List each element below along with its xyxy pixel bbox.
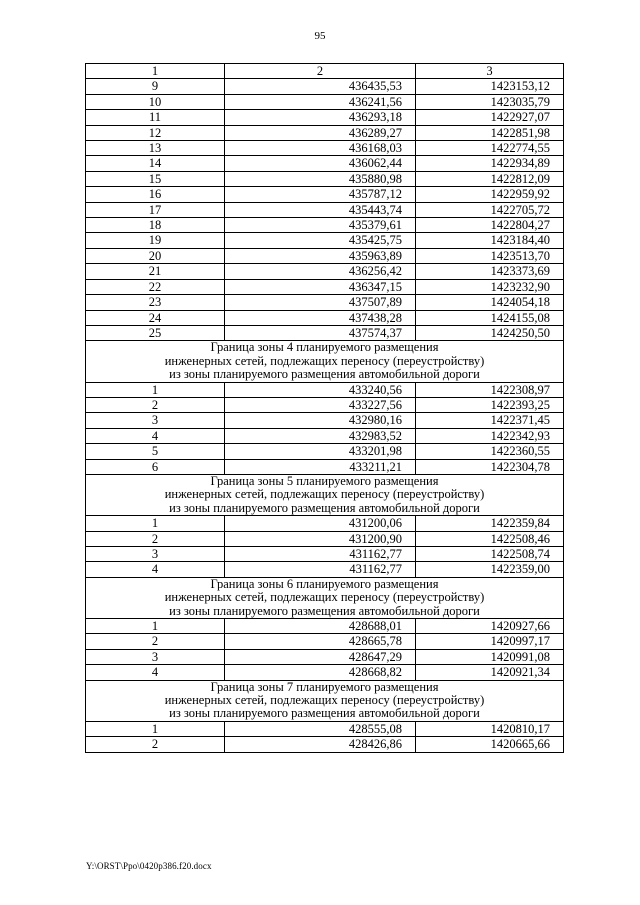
table-row — [86, 444, 564, 459]
point-number-cell: 15 — [86, 171, 225, 186]
table-row — [86, 171, 564, 186]
table-row — [86, 413, 564, 428]
point-number-cell: 21 — [86, 264, 225, 279]
point-number-cell: 19 — [86, 233, 225, 248]
y-coordinate-cell: 1420810,17 — [416, 721, 564, 736]
y-coordinate-cell: 1423153,12 — [416, 79, 564, 94]
point-number-cell: 14 — [86, 156, 225, 171]
x-coordinate-cell: 436435,53 — [225, 79, 416, 94]
zone-title-line: из зоны планируемого размещения автомобильной дороги — [169, 367, 480, 382]
y-coordinate-cell: 1422851,98 — [416, 125, 564, 140]
point-number-cell: 5 — [86, 444, 225, 459]
zone-title-row — [86, 341, 564, 382]
table-row — [86, 141, 564, 156]
point-number-cell: 9 — [86, 79, 225, 94]
zone-title-line: из зоны планируемого размещения автомобильной дороги — [169, 706, 480, 721]
table-row — [86, 94, 564, 109]
point-number-cell: 24 — [86, 310, 225, 325]
zone-title-line: Граница зоны 7 планируемого размещения — [210, 679, 439, 694]
table-row — [86, 397, 564, 412]
point-number-cell: 4 — [86, 665, 225, 680]
x-coordinate-cell: 435379,61 — [225, 218, 416, 233]
coordinates-table-body — [86, 64, 564, 753]
x-coordinate-cell: 433211,21 — [225, 459, 416, 474]
y-coordinate-cell: 1422705,72 — [416, 202, 564, 217]
x-coordinate-cell: 435880,98 — [225, 171, 416, 186]
point-number-cell: 2 — [86, 531, 225, 546]
zone-title-line: инженерных сетей, подлежащих переносу (переустройству) — [164, 487, 485, 502]
point-number-cell: 25 — [86, 325, 225, 340]
file-path-footer: Y:\ORST\Ppo\0420p386.f20.docx — [86, 861, 212, 871]
y-coordinate-cell: 1424054,18 — [416, 295, 564, 310]
y-coordinate-cell: 1424250,50 — [416, 325, 564, 340]
zone-title-line: инженерных сетей, подлежащих переносу (переустройству) — [164, 590, 485, 605]
y-coordinate-cell: 1422371,45 — [416, 413, 564, 428]
zone-title — [86, 341, 564, 382]
table-row — [86, 295, 564, 310]
table-row — [86, 187, 564, 202]
zone-title — [86, 474, 564, 515]
table-row — [86, 619, 564, 634]
table-row — [86, 547, 564, 562]
x-coordinate-cell: 436241,56 — [225, 94, 416, 109]
x-coordinate-cell: 436062,44 — [225, 156, 416, 171]
y-coordinate-cell: 1424155,08 — [416, 310, 564, 325]
point-number-cell: 4 — [86, 428, 225, 443]
y-coordinate-cell: 1422774,55 — [416, 141, 564, 156]
zone-title-line: Граница зоны 6 планируемого размещения — [210, 576, 439, 591]
x-coordinate-cell: 431162,77 — [225, 547, 416, 562]
x-coordinate-cell: 433240,56 — [225, 382, 416, 397]
table-row — [86, 516, 564, 531]
table-row — [86, 279, 564, 294]
point-number-cell: 11 — [86, 110, 225, 125]
y-coordinate-cell: 1422804,27 — [416, 218, 564, 233]
point-number-cell: 10 — [86, 94, 225, 109]
x-coordinate-cell: 432983,52 — [225, 428, 416, 443]
y-coordinate-cell: 1420927,66 — [416, 619, 564, 634]
y-coordinate-cell: 1422393,25 — [416, 397, 564, 412]
y-coordinate-cell: 1422508,74 — [416, 547, 564, 562]
point-number-cell: 1 — [86, 619, 225, 634]
table-row — [86, 721, 564, 736]
x-coordinate-cell: 428665,78 — [225, 634, 416, 649]
x-coordinate-cell: 436347,15 — [225, 279, 416, 294]
y-coordinate-cell: 1423184,40 — [416, 233, 564, 248]
x-coordinate-cell: 437574,37 — [225, 325, 416, 340]
point-number-cell: 2 — [86, 634, 225, 649]
y-coordinate-cell: 1422359,84 — [416, 516, 564, 531]
x-coordinate-cell: 432980,16 — [225, 413, 416, 428]
table-row — [86, 233, 564, 248]
zone-title-row — [86, 577, 564, 618]
x-coordinate-cell: 435425,75 — [225, 233, 416, 248]
table-row — [86, 156, 564, 171]
y-coordinate-cell: 1423232,90 — [416, 279, 564, 294]
y-coordinate-cell: 1423035,79 — [416, 94, 564, 109]
x-coordinate-cell: 435963,89 — [225, 248, 416, 263]
x-coordinate-cell: 428647,29 — [225, 649, 416, 664]
table-row — [86, 79, 564, 94]
table-row — [86, 218, 564, 233]
y-coordinate-cell: 1420997,17 — [416, 634, 564, 649]
point-number-cell: 2 — [86, 737, 225, 752]
y-coordinate-cell: 1420991,08 — [416, 649, 564, 664]
zone-title-line: Граница зоны 5 планируемого размещения — [210, 473, 439, 488]
zone-title-line: из зоны планируемого размещения автомобильной дороги — [169, 500, 480, 515]
x-coordinate-cell: 435443,74 — [225, 202, 416, 217]
zone-title-line: из зоны планируемого размещения автомобильной дороги — [169, 603, 480, 618]
x-coordinate-cell: 435787,12 — [225, 187, 416, 202]
point-number-cell: 17 — [86, 202, 225, 217]
x-coordinate-cell: 428555,08 — [225, 721, 416, 736]
column-header-3: 3 — [416, 64, 564, 79]
x-coordinate-cell: 436289,27 — [225, 125, 416, 140]
zone-title — [86, 680, 564, 721]
y-coordinate-cell: 1422360,55 — [416, 444, 564, 459]
table-row — [86, 459, 564, 474]
point-number-cell: 16 — [86, 187, 225, 202]
point-number-cell: 3 — [86, 413, 225, 428]
point-number-cell: 12 — [86, 125, 225, 140]
point-number-cell: 3 — [86, 649, 225, 664]
y-coordinate-cell: 1422508,46 — [416, 531, 564, 546]
zone-title — [86, 577, 564, 618]
table-row — [86, 325, 564, 340]
y-coordinate-cell: 1422934,89 — [416, 156, 564, 171]
x-coordinate-cell: 428668,82 — [225, 665, 416, 680]
point-number-cell: 2 — [86, 397, 225, 412]
zone-title-line: Граница зоны 4 планируемого размещения — [210, 340, 439, 355]
page-number: 95 — [314, 30, 326, 42]
y-coordinate-cell: 1423373,69 — [416, 264, 564, 279]
point-number-cell: 23 — [86, 295, 225, 310]
x-coordinate-cell: 436168,03 — [225, 141, 416, 156]
x-coordinate-cell: 436293,18 — [225, 110, 416, 125]
y-coordinate-cell: 1422308,97 — [416, 382, 564, 397]
point-number-cell: 22 — [86, 279, 225, 294]
y-coordinate-cell: 1423513,70 — [416, 248, 564, 263]
x-coordinate-cell: 436256,42 — [225, 264, 416, 279]
y-coordinate-cell: 1422812,09 — [416, 171, 564, 186]
x-coordinate-cell: 437507,89 — [225, 295, 416, 310]
coordinates-table — [85, 63, 564, 753]
table-row — [86, 248, 564, 263]
zone-title-line: инженерных сетей, подлежащих переносу (переустройству) — [164, 353, 485, 368]
zone-title-row — [86, 474, 564, 515]
table-row — [86, 562, 564, 577]
zone-title-line: инженерных сетей, подлежащих переносу (переустройству) — [164, 693, 485, 708]
point-number-cell: 6 — [86, 459, 225, 474]
point-number-cell: 18 — [86, 218, 225, 233]
point-number-cell: 1 — [86, 382, 225, 397]
y-coordinate-cell: 1422927,07 — [416, 110, 564, 125]
x-coordinate-cell: 433227,56 — [225, 397, 416, 412]
y-coordinate-cell: 1420921,34 — [416, 665, 564, 680]
table-row — [86, 665, 564, 680]
x-coordinate-cell: 431162,77 — [225, 562, 416, 577]
point-number-cell: 13 — [86, 141, 225, 156]
x-coordinate-cell: 433201,98 — [225, 444, 416, 459]
table-row — [86, 110, 564, 125]
point-number-cell: 1 — [86, 516, 225, 531]
x-coordinate-cell: 428688,01 — [225, 619, 416, 634]
table-row — [86, 382, 564, 397]
y-coordinate-cell: 1422359,00 — [416, 562, 564, 577]
y-coordinate-cell: 1422304,78 — [416, 459, 564, 474]
point-number-cell: 4 — [86, 562, 225, 577]
y-coordinate-cell: 1420665,66 — [416, 737, 564, 752]
table-row — [86, 202, 564, 217]
table-row — [86, 125, 564, 140]
table-row — [86, 264, 564, 279]
table-row — [86, 310, 564, 325]
column-header-2: 2 — [225, 64, 416, 79]
table-row — [86, 531, 564, 546]
x-coordinate-cell: 428426,86 — [225, 737, 416, 752]
table-row — [86, 428, 564, 443]
point-number-cell: 3 — [86, 547, 225, 562]
table-row — [86, 737, 564, 752]
table-header-row — [86, 64, 564, 79]
column-header-1: 1 — [86, 64, 225, 79]
point-number-cell: 20 — [86, 248, 225, 263]
x-coordinate-cell: 431200,06 — [225, 516, 416, 531]
zone-title-row — [86, 680, 564, 721]
x-coordinate-cell: 431200,90 — [225, 531, 416, 546]
table-row — [86, 634, 564, 649]
y-coordinate-cell: 1422342,93 — [416, 428, 564, 443]
y-coordinate-cell: 1422959,92 — [416, 187, 564, 202]
x-coordinate-cell: 437438,28 — [225, 310, 416, 325]
point-number-cell: 1 — [86, 721, 225, 736]
table-row — [86, 649, 564, 664]
